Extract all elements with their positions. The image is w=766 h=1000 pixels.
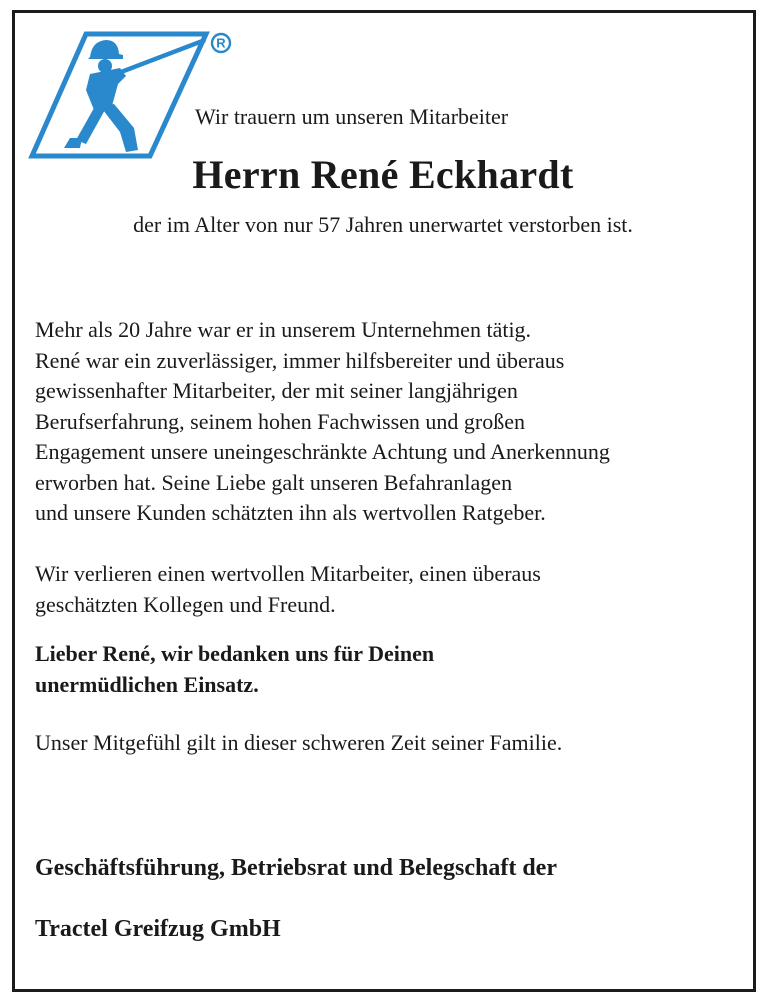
svg-text:R: R (216, 35, 226, 51)
paragraph-tribute (35, 315, 610, 529)
logo-parallelogram (32, 34, 206, 156)
text-line: geschätzten Kollegen und Freund. (35, 591, 336, 617)
deceased-name: Herrn René Eckhardt (192, 152, 574, 197)
text-line: Lieber René, wir bedanken uns für Deinen (35, 641, 435, 666)
age-line: der im Alter von nur 57 Jahren unerwartet verstorben ist. (133, 212, 633, 237)
text-line: Mehr als 20 Jahre war er in unserem Unternehmen tätig. (35, 317, 532, 342)
signature-company: Tractel Greifzug GmbH (35, 916, 281, 942)
signature-line-1: Geschäftsführung, Betriebsrat und Belegschaft der (35, 855, 557, 881)
text-line: gewissenhafter Mitarbeiter, der mit seiner langjährigen (35, 378, 518, 403)
registered-mark-icon (210, 32, 232, 54)
paragraph-thanks (35, 639, 434, 700)
text-line: und unsere Kunden schätzten ihn als wertvollen Ratgeber. (35, 500, 546, 525)
paragraph-loss (35, 559, 541, 620)
text-line: Engagement unsere uneingeschränkte Achtung und Anerkennung (35, 439, 610, 464)
text-line: unermüdlichen Einsatz. (35, 671, 259, 697)
text-line: René war ein zuverlässiger, immer hilfsbereiter und überaus (35, 347, 565, 373)
text-line: erworben hat. Seine Liebe galt unseren Befahranlagen (35, 469, 513, 495)
text-line: Wir verlieren einen wertvollen Mitarbeiter, einen überaus (35, 561, 541, 586)
intro-line: Wir trauern um unseren Mitarbeiter (195, 104, 509, 129)
tractel-logo (20, 24, 242, 164)
text-line: Unser Mitgefühl gilt in dieser schweren Zeit seiner Familie. (35, 730, 563, 755)
text-line: Berufserfahrung, seinem hohen Fachwissen und großen (35, 408, 525, 434)
paragraph-sympathy (35, 728, 562, 759)
